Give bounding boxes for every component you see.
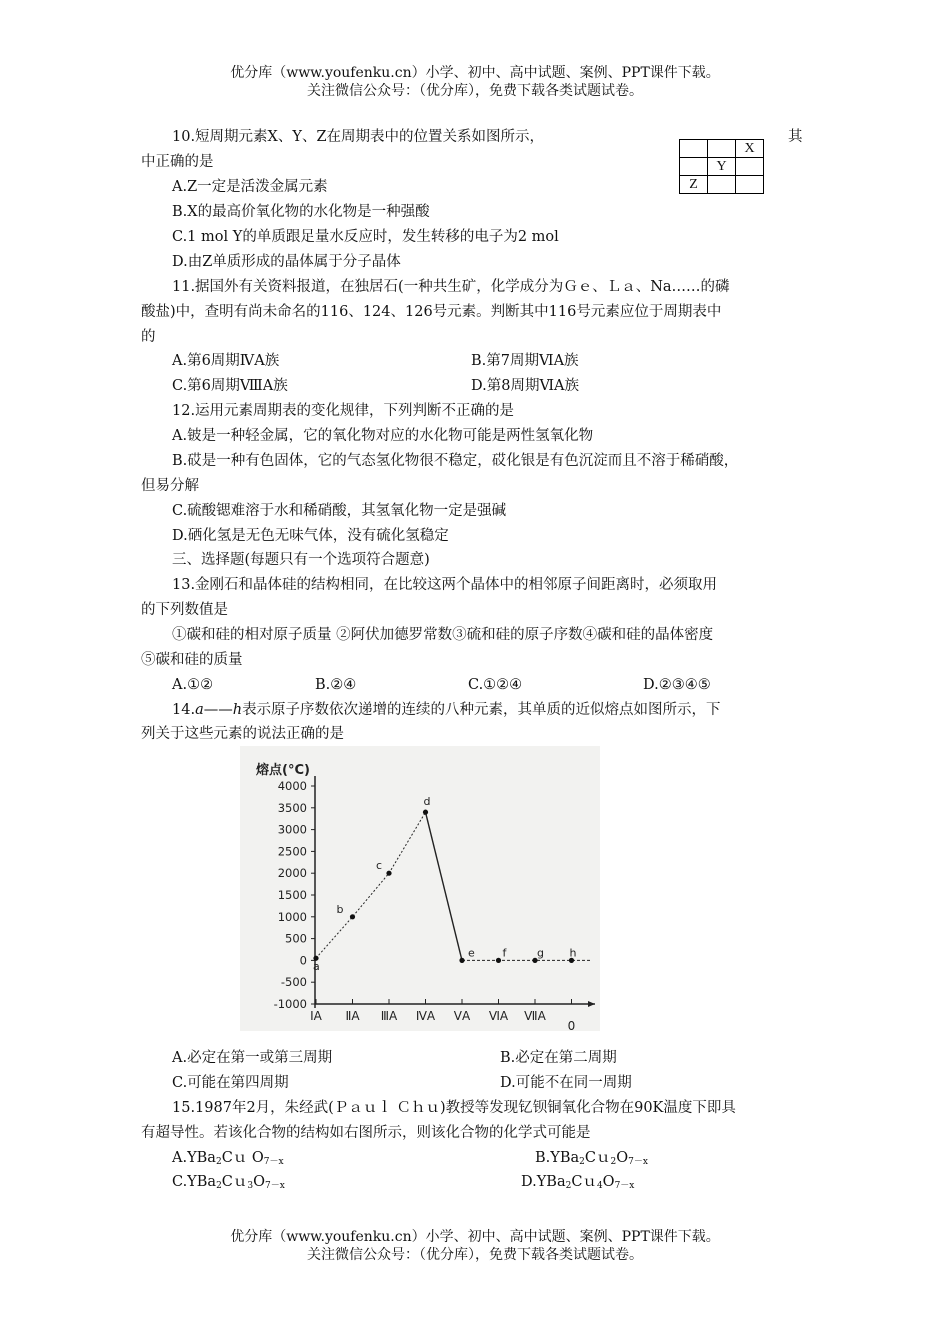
- q15-d-sub1: 2: [565, 1181, 572, 1191]
- x-tick-label: ⅢA: [380, 1009, 398, 1023]
- melting-point-chart-svg: [240, 746, 600, 1031]
- q15-c-text2: Cｕ: [221, 1174, 248, 1190]
- y-axis-label: 熔点(°C): [256, 763, 310, 778]
- q15-a-text2: Cｕ O: [221, 1150, 264, 1166]
- x-tick-label: ⅦA: [524, 1009, 546, 1023]
- q12-stem: 12.运用元素周期表的变化规律，下列判断不正确的是: [172, 403, 515, 419]
- q15-a-text: A.YBa: [172, 1150, 216, 1166]
- q14-option-c: C.可能在第四周期: [172, 1075, 289, 1091]
- q15-a-sub1: 2: [215, 1157, 222, 1167]
- data-point-label: g: [537, 946, 544, 960]
- q15-c-text3: O: [253, 1174, 266, 1190]
- y-tick-label: -1000: [273, 997, 307, 1011]
- x-tick-label: ⅡA: [345, 1009, 360, 1023]
- pt-cell: [708, 140, 736, 158]
- q12-option-b2: 但易分解: [141, 478, 199, 494]
- y-tick-label: 1500: [277, 888, 307, 902]
- q13-option-b: B.②④: [315, 677, 357, 693]
- page-header-line2: 关注微信公众号：（优分库），免费下载各类试题试卷。: [307, 83, 643, 99]
- pt-cell: [680, 140, 708, 158]
- data-point-label: b: [336, 902, 344, 916]
- y-tick-label: 500: [285, 931, 307, 946]
- pt-cell: [736, 158, 764, 176]
- data-point-label: c: [376, 859, 383, 873]
- q14-stem2: 列关于这些元素的说法正确的是: [141, 726, 344, 742]
- pt-cell-x: X: [736, 140, 764, 158]
- q15-option-d: [521, 1172, 634, 1196]
- q13-option-a: A.①②: [172, 677, 214, 693]
- series-line-d-to-e: [426, 812, 463, 960]
- q12-option-d: D.硒化氢是无色无味气体，没有硫化氢稳定: [172, 528, 449, 544]
- q15-d-text2: Cｕ: [571, 1174, 597, 1190]
- x-tick-label: ⅤA: [453, 1009, 471, 1023]
- q15-stem2: 有超导性。若该化合物的结构如右图所示，则该化合物的化学式可能是: [141, 1125, 591, 1141]
- q15-c-sub3: 7－x: [265, 1181, 285, 1191]
- q15-c-sub2: 3: [247, 1181, 254, 1191]
- q11-option-d: D.第8周期ⅥA族: [471, 378, 579, 394]
- data-point: [386, 871, 391, 876]
- q15-b-sub3: 7－x: [628, 1157, 648, 1167]
- q10-option-a: A.Z一定是活泼金属元素: [172, 179, 328, 195]
- q14-dash: ——: [203, 702, 233, 718]
- melting-point-chart: [240, 746, 600, 1031]
- q13-items1: ①碳和硅的相对原子质量 ②阿伏加德罗常数③硫和硅的原子序数④碳和硅的晶体密度: [172, 627, 714, 643]
- q11-stem3: 的: [141, 329, 156, 345]
- data-point-label: e: [468, 946, 475, 960]
- pt-cell: [736, 176, 764, 194]
- q14-stem-rest: 表示原子序数依次递增的连续的八种元素，其单质的近似熔点如图所示，下: [242, 702, 721, 718]
- y-tick-label: -500: [280, 975, 307, 990]
- q13-option-c: C.①②④: [468, 677, 523, 693]
- periodic-table-fragment: [679, 139, 764, 194]
- y-tick-label: 0: [299, 953, 307, 968]
- q13-stem1: 13.金刚石和晶体硅的结构相同，在比较这两个晶体中的相邻原子间距离时，必须取用: [172, 577, 718, 593]
- q15-d-sub2: 4: [596, 1181, 603, 1191]
- q14-number: 14.: [172, 702, 196, 718]
- q12-option-a: A.铍是一种轻金属，它的氧化物对应的水化物可能是两性氢氧化物: [172, 428, 594, 444]
- x-tick-label: 0: [567, 1019, 576, 1031]
- q15-b-text3: O: [616, 1150, 629, 1166]
- data-point: [459, 958, 464, 963]
- y-tick-label: 3500: [277, 800, 307, 815]
- page-footer-line2: 关注微信公众号：（优分库），免费下载各类试题试卷。: [307, 1247, 643, 1263]
- q15-d-text3: O: [602, 1174, 615, 1190]
- pt-cell-y: Y: [708, 158, 736, 176]
- y-tick-label: 1000: [277, 909, 307, 924]
- q10-option-d: D.由Z单质形成的晶体属于分子晶体: [172, 254, 401, 270]
- data-point-label: f: [502, 946, 507, 960]
- y-tick-label: 4000: [277, 779, 307, 793]
- q15-b-text: B.YBa: [535, 1150, 580, 1166]
- x-axis-arrow: [588, 1001, 595, 1007]
- q10-stem-tail: 其: [788, 129, 803, 145]
- q11-option-b: B.第7周期ⅥA族: [471, 353, 579, 369]
- q15-d-sub3: 7－x: [614, 1181, 635, 1191]
- data-point-label: a: [313, 960, 320, 974]
- q10-stem: 10.短周期元素X、Y、Z在周期表中的位置关系如图所示，: [172, 129, 545, 145]
- q15-d-text: D.YBa: [521, 1174, 566, 1190]
- y-tick-label: 2000: [277, 866, 307, 881]
- q12-option-b1: B.砹是一种有色固体，它的气态氢化物很不稳定，砹化银是有色沉淀而且不溶于稀硝酸，: [172, 453, 739, 469]
- q13-items2: ⑤碳和硅的质量: [141, 652, 243, 668]
- q14-option-d: D.可能不在同一周期: [500, 1075, 632, 1091]
- q15-option-c: [172, 1172, 285, 1196]
- data-point-label: d: [423, 795, 431, 809]
- data-point: [496, 958, 501, 963]
- q14-option-a: A.必定在第一或第三周期: [172, 1050, 333, 1066]
- q15-stem1: 15.1987年2月，朱经武(Ｐａｕｌ Ｃｈｕ)教授等发现钇钡铜氧化合物在90K温度下即具: [172, 1100, 736, 1116]
- q10-stem2: 中正确的是: [141, 154, 214, 170]
- q15-option-b: [535, 1148, 648, 1172]
- q13-option-d: D.②③④⑤: [643, 677, 711, 693]
- q15-a-sub2: 7－x: [263, 1157, 284, 1167]
- pt-cell: [680, 158, 708, 176]
- q15-b-sub2: 2: [610, 1157, 617, 1167]
- q15-option-a: [172, 1148, 284, 1172]
- x-tick-label: ⅥA: [488, 1009, 509, 1023]
- q11-option-a: A.第6周期ⅣA族: [172, 353, 280, 369]
- q14-stem1: [172, 700, 721, 720]
- data-point-label: h: [569, 946, 577, 960]
- data-point: [350, 914, 355, 919]
- q15-b-sub1: 2: [579, 1157, 585, 1167]
- q15-c-sub1: 2: [216, 1181, 222, 1191]
- section-3-heading: 三、选择题(每题只有一个选项符合题意): [172, 552, 430, 568]
- pt-cell-z: Z: [680, 176, 708, 194]
- y-tick-label: 2500: [277, 844, 307, 859]
- q10-option-c: C.1 mol Y的单质跟足量水反应时，发生转移的电子为2 mol: [172, 229, 559, 245]
- q11-option-c: C.第6周期ⅧA族: [172, 378, 288, 394]
- page-footer-line1: 优分库（www.youfenku.cn）小学、初中、高中试题、案例、PPT课件下载。: [230, 1229, 720, 1245]
- q13-stem2: 的下列数值是: [141, 602, 228, 618]
- q11-stem2: 酸盐)中，查明有尚未命名的116、124、126号元素。判断其中116号元素应位于周期表中: [141, 304, 722, 320]
- q15-c-text: C.YBa: [172, 1174, 217, 1190]
- q12-option-c: C.硫酸锶难溶于水和稀硝酸，其氢氧化物一定是强碱: [172, 503, 507, 519]
- data-point: [423, 810, 428, 815]
- y-tick-label: 3000: [277, 822, 307, 837]
- q11-stem1: 11.据国外有关资料报道，在独居石(一种共生矿，化学成分为Ｇｅ、Ｌａ、Na……的磷: [172, 279, 730, 295]
- pt-cell: [708, 176, 736, 194]
- series-line-a-to-d: [316, 812, 426, 958]
- q15-b-text2: Cｕ: [584, 1150, 611, 1166]
- x-tick-label: ⅣA: [415, 1009, 436, 1023]
- q14-a: a: [195, 702, 204, 718]
- x-tick-label: ⅠA: [310, 1009, 322, 1023]
- q14-h: h: [232, 702, 243, 718]
- page-header-line1: 优分库（www.youfenku.cn）小学、初中、高中试题、案例、PPT课件下载。: [230, 65, 720, 81]
- q10-option-b: B.X的最高价氧化物的水化物是一种强酸: [172, 204, 430, 220]
- q14-option-b: B.必定在第二周期: [500, 1050, 617, 1066]
